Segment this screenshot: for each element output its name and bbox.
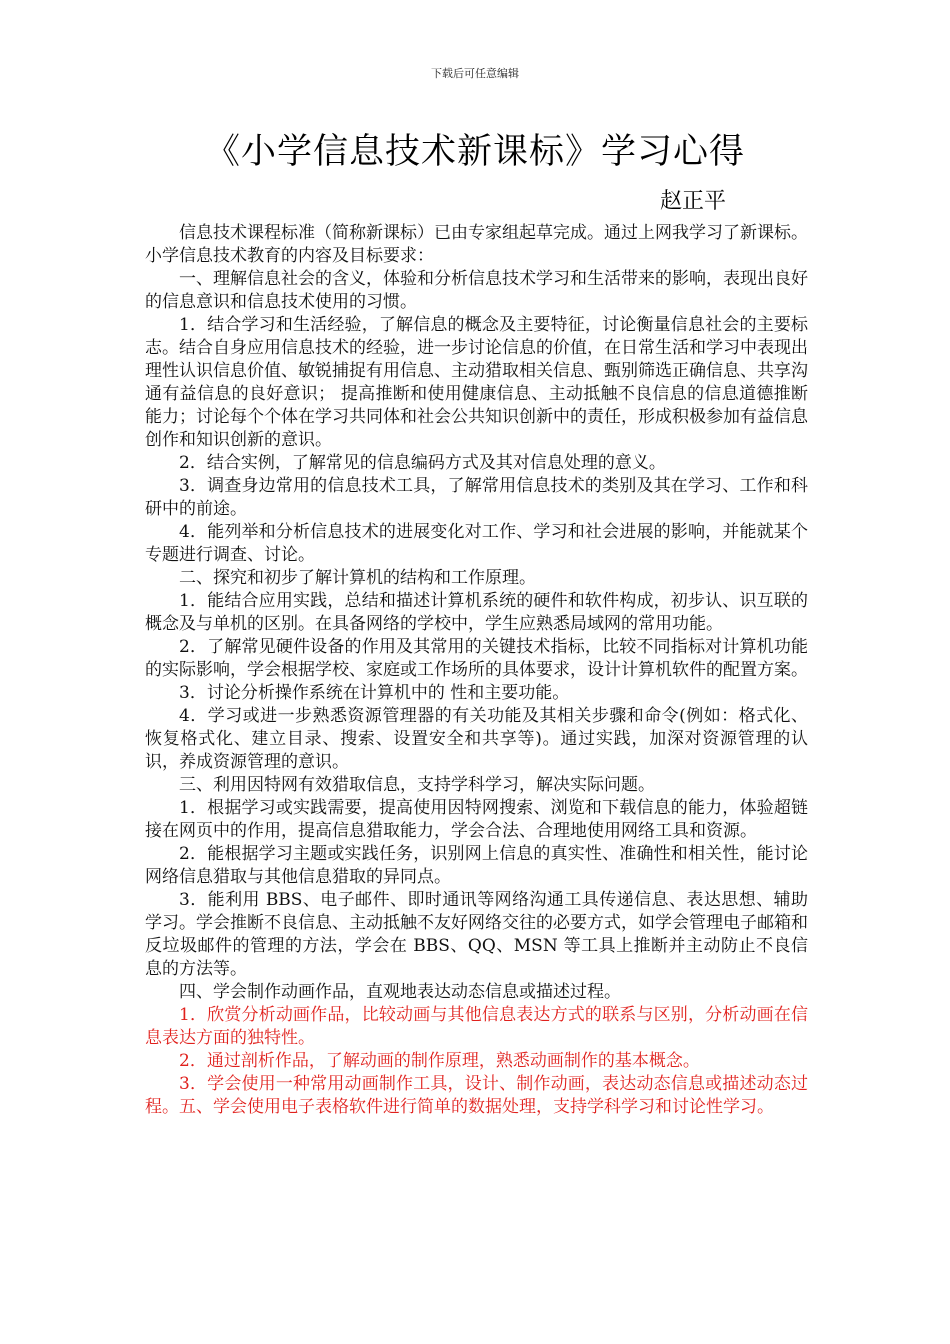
- paragraph: 1．能结合应用实践，总结和描述计算机系统的硬件和软件构成，初步认、识互联的概念及与单机的区别。在具备网络的学校中，学生应熟悉局域网的常用功能。: [145, 591, 808, 634]
- paragraph: 3．能利用 BBS、电子邮件、即时通讯等网络沟通工具传递信息、表达思想、辅助学习。学会推断不良信息、主动抵触不友好网络交往的必要方式，如学会管理电子邮箱和反垃圾邮件的管理的方法，学会在 BBS、QQ、MSN 等工具上推断并主动防止不良信息的方法等。: [145, 890, 808, 979]
- paragraph: 3．学会使用一种常用动画制作工具，设计、制作动画，表达动态信息或描述动态过程。五、学会使用电子表格软件进行简单的数据处理，支持学科学习和讨论性学习。: [145, 1074, 808, 1117]
- paragraph: 1．根据学习或实践需要，提高使用因特网搜索、浏览和下载信息的能力，体验超链接在网页中的作用，提高信息猎取能力，学会合法、合理地使用网络工具和资源。: [145, 798, 808, 841]
- document-body: [145, 222, 808, 1119]
- paragraph: 3．讨论分析操作系统在计算机中的 性和主要功能。: [179, 683, 570, 703]
- document-title: 《小学信息技术新课标》学习心得: [204, 132, 745, 172]
- header-note: 下载后可任意编辑: [431, 67, 519, 80]
- paragraph: 4．学习或进一步熟悉资源管理器的有关功能及其相关步骤和命令(例如：格式化、恢复格式化、建立目录、搜索、设置安全和共享等)。通过实践，加深对资源管理的认识，养成资源管理的意识。: [145, 706, 808, 772]
- paragraph: 2．能根据学习主题或实践任务，识别网上信息的真实性、准确性和相关性，能讨论网络信息猎取与其他信息猎取的异同点。: [145, 844, 808, 887]
- author-name: 赵正平: [660, 189, 727, 214]
- paragraph: 一、理解信息社会的含义，体验和分析信息技术学习和生活带来的影响，表现出良好的信息意识和信息技术使用的习惯。: [145, 269, 808, 312]
- paragraph: 2．通过剖析作品，了解动画的制作原理，熟悉动画制作的基本概念。: [179, 1051, 700, 1071]
- paragraph: 2．了解常见硬件设备的作用及其常用的关键技术指标，比较不同指标对计算机功能的实际影响，学会根据学校、家庭或工作场所的具体要求，设计计算机软件的配置方案。: [145, 637, 808, 680]
- paragraph: 四、学会制作动画作品，直观地表达动态信息或描述过程。: [179, 982, 621, 1002]
- paragraph: 3．调查身边常用的信息技术工具，了解常用信息技术的类别及其在学习、工作和科研中的前途。: [145, 476, 808, 519]
- paragraph: 2．结合实例，了解常见的信息编码方式及其对信息处理的意义。: [179, 453, 666, 473]
- paragraph: 1．欣赏分析动画作品，比较动画与其他信息表达方式的联系与区别，分析动画在信息表达方面的独特性。: [145, 1005, 808, 1048]
- paragraph: 1．结合学习和生活经验，了解信息的概念及主要特征，讨论衡量信息社会的主要标志。结合自身应用信息技术的经验，进一步讨论信息的价值，在日常生活和学习中表现出理性认识信息价值、敏锐捕捉有用信息、主动猎取相关信息、甄别筛选正确信息、共享沟通有益信息的良好意识； 提高推断和使用健康信息、主动抵触不良信息的信息道德推断能力；讨论每个个体在学习共同体和社会公共知识创新中的责任，形成积极参加有益信息创作和知识创新的意识。: [145, 315, 808, 450]
- paragraph: 信息技术课程标准（简称新课标）已由专家组起草完成。通过上网我学习了新课标。小学信息技术教育的内容及目标要求：: [145, 223, 808, 266]
- paragraph: 二、探究和初步了解计算机的结构和工作原理。: [179, 568, 536, 588]
- paragraph: 4．能列举和分析信息技术的进展变化对工作、学习和社会进展的影响，并能就某个专题进行调查、讨论。: [145, 522, 808, 565]
- paragraph: 三、利用因特网有效猎取信息，支持学科学习，解决实际问题。: [179, 775, 655, 795]
